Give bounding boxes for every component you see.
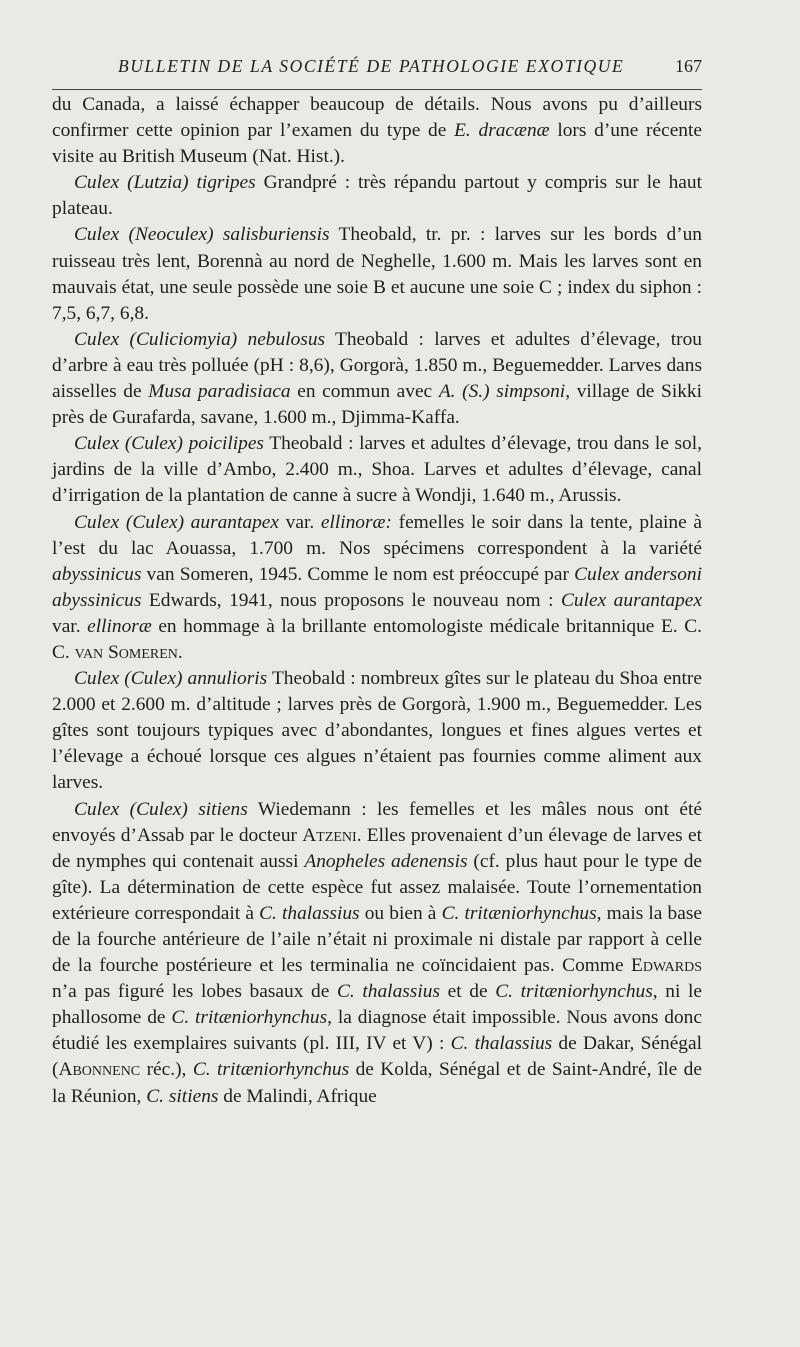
text-run: Edwards, 1941, nous proposons le nouveau nom : (141, 589, 561, 611)
page-number: 167 (675, 56, 702, 76)
text-run: , ni le phallosome de (52, 981, 702, 1029)
species-name: C. thalassius (336, 981, 440, 1003)
paragraph-lutzia-tigripes (52, 170, 702, 222)
species-name: C. tritæniorhynchus (495, 981, 653, 1003)
text-run: en commun avec (290, 381, 439, 403)
species-name: Culex (Culiciomyia) nebulosus (74, 328, 326, 350)
body-text (52, 92, 702, 1110)
species-name: C. thalassius (259, 902, 360, 924)
text-run: de Dakar, Sénégal ( (52, 1033, 702, 1081)
text-run: réc.), (140, 1059, 193, 1081)
species-name: abyssinicus (52, 563, 142, 585)
species-name: Culex (Culex) annulioris (74, 668, 268, 690)
page-header (52, 56, 702, 84)
text-run: Theobald : larves et adultes d’élevage, trou dans le sol, jardins de la ville d’Ambo, 2.400 m., Shoa. Larves et adultes d’élevage, canal d’irrigation de la plantation de canne à sucre à Wondji, 1.640 m., Arussis. (52, 433, 702, 507)
paragraph-culex-poicilipes (52, 431, 702, 509)
text-run: van Someren, 1945. Comme le nom est préoccupé par (141, 563, 575, 585)
species-name: ellinoræ (87, 615, 152, 637)
text-run: lors d’une récente visite au British Museum (Nat. Hist.). (52, 120, 702, 168)
text-run: Grandpré : très répandu partout y compris sur le haut plateau. (52, 172, 702, 220)
species-name: ellinoræ: (320, 511, 392, 533)
species-name: Culex (Culex) sitiens (74, 798, 248, 820)
text-run: var. (52, 615, 88, 637)
species-name: Culex aurantapex (560, 589, 702, 611)
paragraph-culex-aurantapex (52, 510, 702, 667)
species-name: Musa paradisiaca (148, 381, 291, 403)
text-run: Theobald : larves et adultes d’élevage, trou d’arbre à eau très polluée (pH : 8,6), Gorgorà, 1.850 m., Beguemedder. Larves dans aisselles de (52, 328, 703, 403)
text-run: , mais la base de la fourche antérieure de l’aile n’était ni proximale ni distale par rapport à celle de la fourche postérieure et les terminalia ne coïncidaient pas. Comme (52, 902, 703, 977)
text-run: var. (279, 511, 321, 533)
species-name: C. tritæniorhynchus (171, 1007, 328, 1029)
text-run: n’a pas figuré les lobes basaux de (52, 981, 337, 1003)
paragraph-culiciomyia-nebulosus (52, 327, 702, 431)
author-name: Abonnenc (58, 1059, 141, 1081)
paragraph-culex-sitiens (52, 797, 702, 1110)
text-run: de Malindi, Afrique (218, 1085, 377, 1107)
text-run: . (177, 641, 183, 663)
text-run: de Kolda, Sénégal et de Saint-André, île de la Réunion, (52, 1059, 702, 1107)
text-run: , village de Sikki près de Gurafarda, savane, 1.600 m., Djimma-Kaffa. (52, 381, 702, 429)
text-run: ou bien à (359, 902, 442, 924)
running-title: BULLETIN DE LA SOCIÉTÉ DE PATHOLOGIE EXOTIQUE (118, 56, 625, 76)
text-run: , la diagnose était impossible. Nous avons donc étudié les exemplaires suivants (pl. III, IV et V) : (52, 1007, 702, 1055)
species-name: C. sitiens (146, 1085, 219, 1107)
text-run: (cf. plus haut pour le type de gîte). La détermination de cette espèce fut assez malaisée. Toute l’ornementation extérieure correspondait à (52, 850, 703, 924)
text-run: Theobald, tr. pr. : larves sur les bords d’un ruisseau très lent, Borennà au nord de Neghelle, 1.600 m. Mais les larves sont en mauvais état, une seule possède une soie B et aucune une soie C ; index du siphon : 7,5, 6,7, 6,8. (52, 224, 702, 324)
species-name: C. thalassius (450, 1033, 553, 1055)
species-name: Anopheles adenensis (304, 850, 468, 872)
text-run: en hommage à la brillante entomologiste médicale britannique E. C. C. (52, 615, 702, 663)
species-name: Culex (Culex) poicilipes (74, 433, 264, 455)
text-run: Wiedemann : les femelles et les mâles nous ont été envoyés d’Assab par le docteur (52, 798, 702, 846)
author-name: Edwards (631, 955, 702, 977)
paragraph-neoculex-salisburiensis (52, 222, 702, 326)
paragraph-culex-annulioris (52, 666, 702, 796)
text-run: femelles le soir dans la tente, plaine à l’est du lac Aouassa, 1.700 m. Nos spécimens correspondent à la variété (52, 511, 702, 559)
author-name: Atzeni (302, 824, 357, 846)
species-name: Culex (Lutzia) tigripes (74, 172, 256, 194)
text-run: du Canada, a laissé échapper beaucoup de détails. Nous avons pu d’ailleurs confirmer cette opinion par l’examen du type de (52, 94, 702, 142)
species-name: A. (S.) simpsoni (438, 381, 566, 403)
species-name: C. tritæniorhynchus (441, 902, 597, 924)
text-run: . Elles provenaient d’un élevage de larves et de nymphes qui contenait aussi (52, 824, 702, 872)
species-name: C. tritæniorhynchus (192, 1059, 350, 1081)
paragraph-intro (52, 92, 702, 170)
species-name: Culex (Neoculex) salisburiensis (74, 224, 330, 246)
species-name: Culex andersoni abyssinicus (52, 563, 702, 611)
header-rule (52, 89, 702, 90)
text-run: Theobald : nombreux gîtes sur le plateau du Shoa entre 2.000 et 2.600 m. d’altitude ; larves près de Gorgorà, 1.900 m., Beguemedder. Les gîtes sont toujours typiques avec d’abondantes, longues et fines algues vertes et l’élevage a échoué lorsque ces algues n’étaient pas fournies comme aliment aux larves. (52, 668, 702, 794)
text-run: et de (439, 981, 496, 1003)
species-name: E. dracænæ (454, 120, 550, 142)
species-name: Culex (Culex) aurantapex (74, 511, 279, 533)
author-name: van Someren (74, 641, 178, 663)
